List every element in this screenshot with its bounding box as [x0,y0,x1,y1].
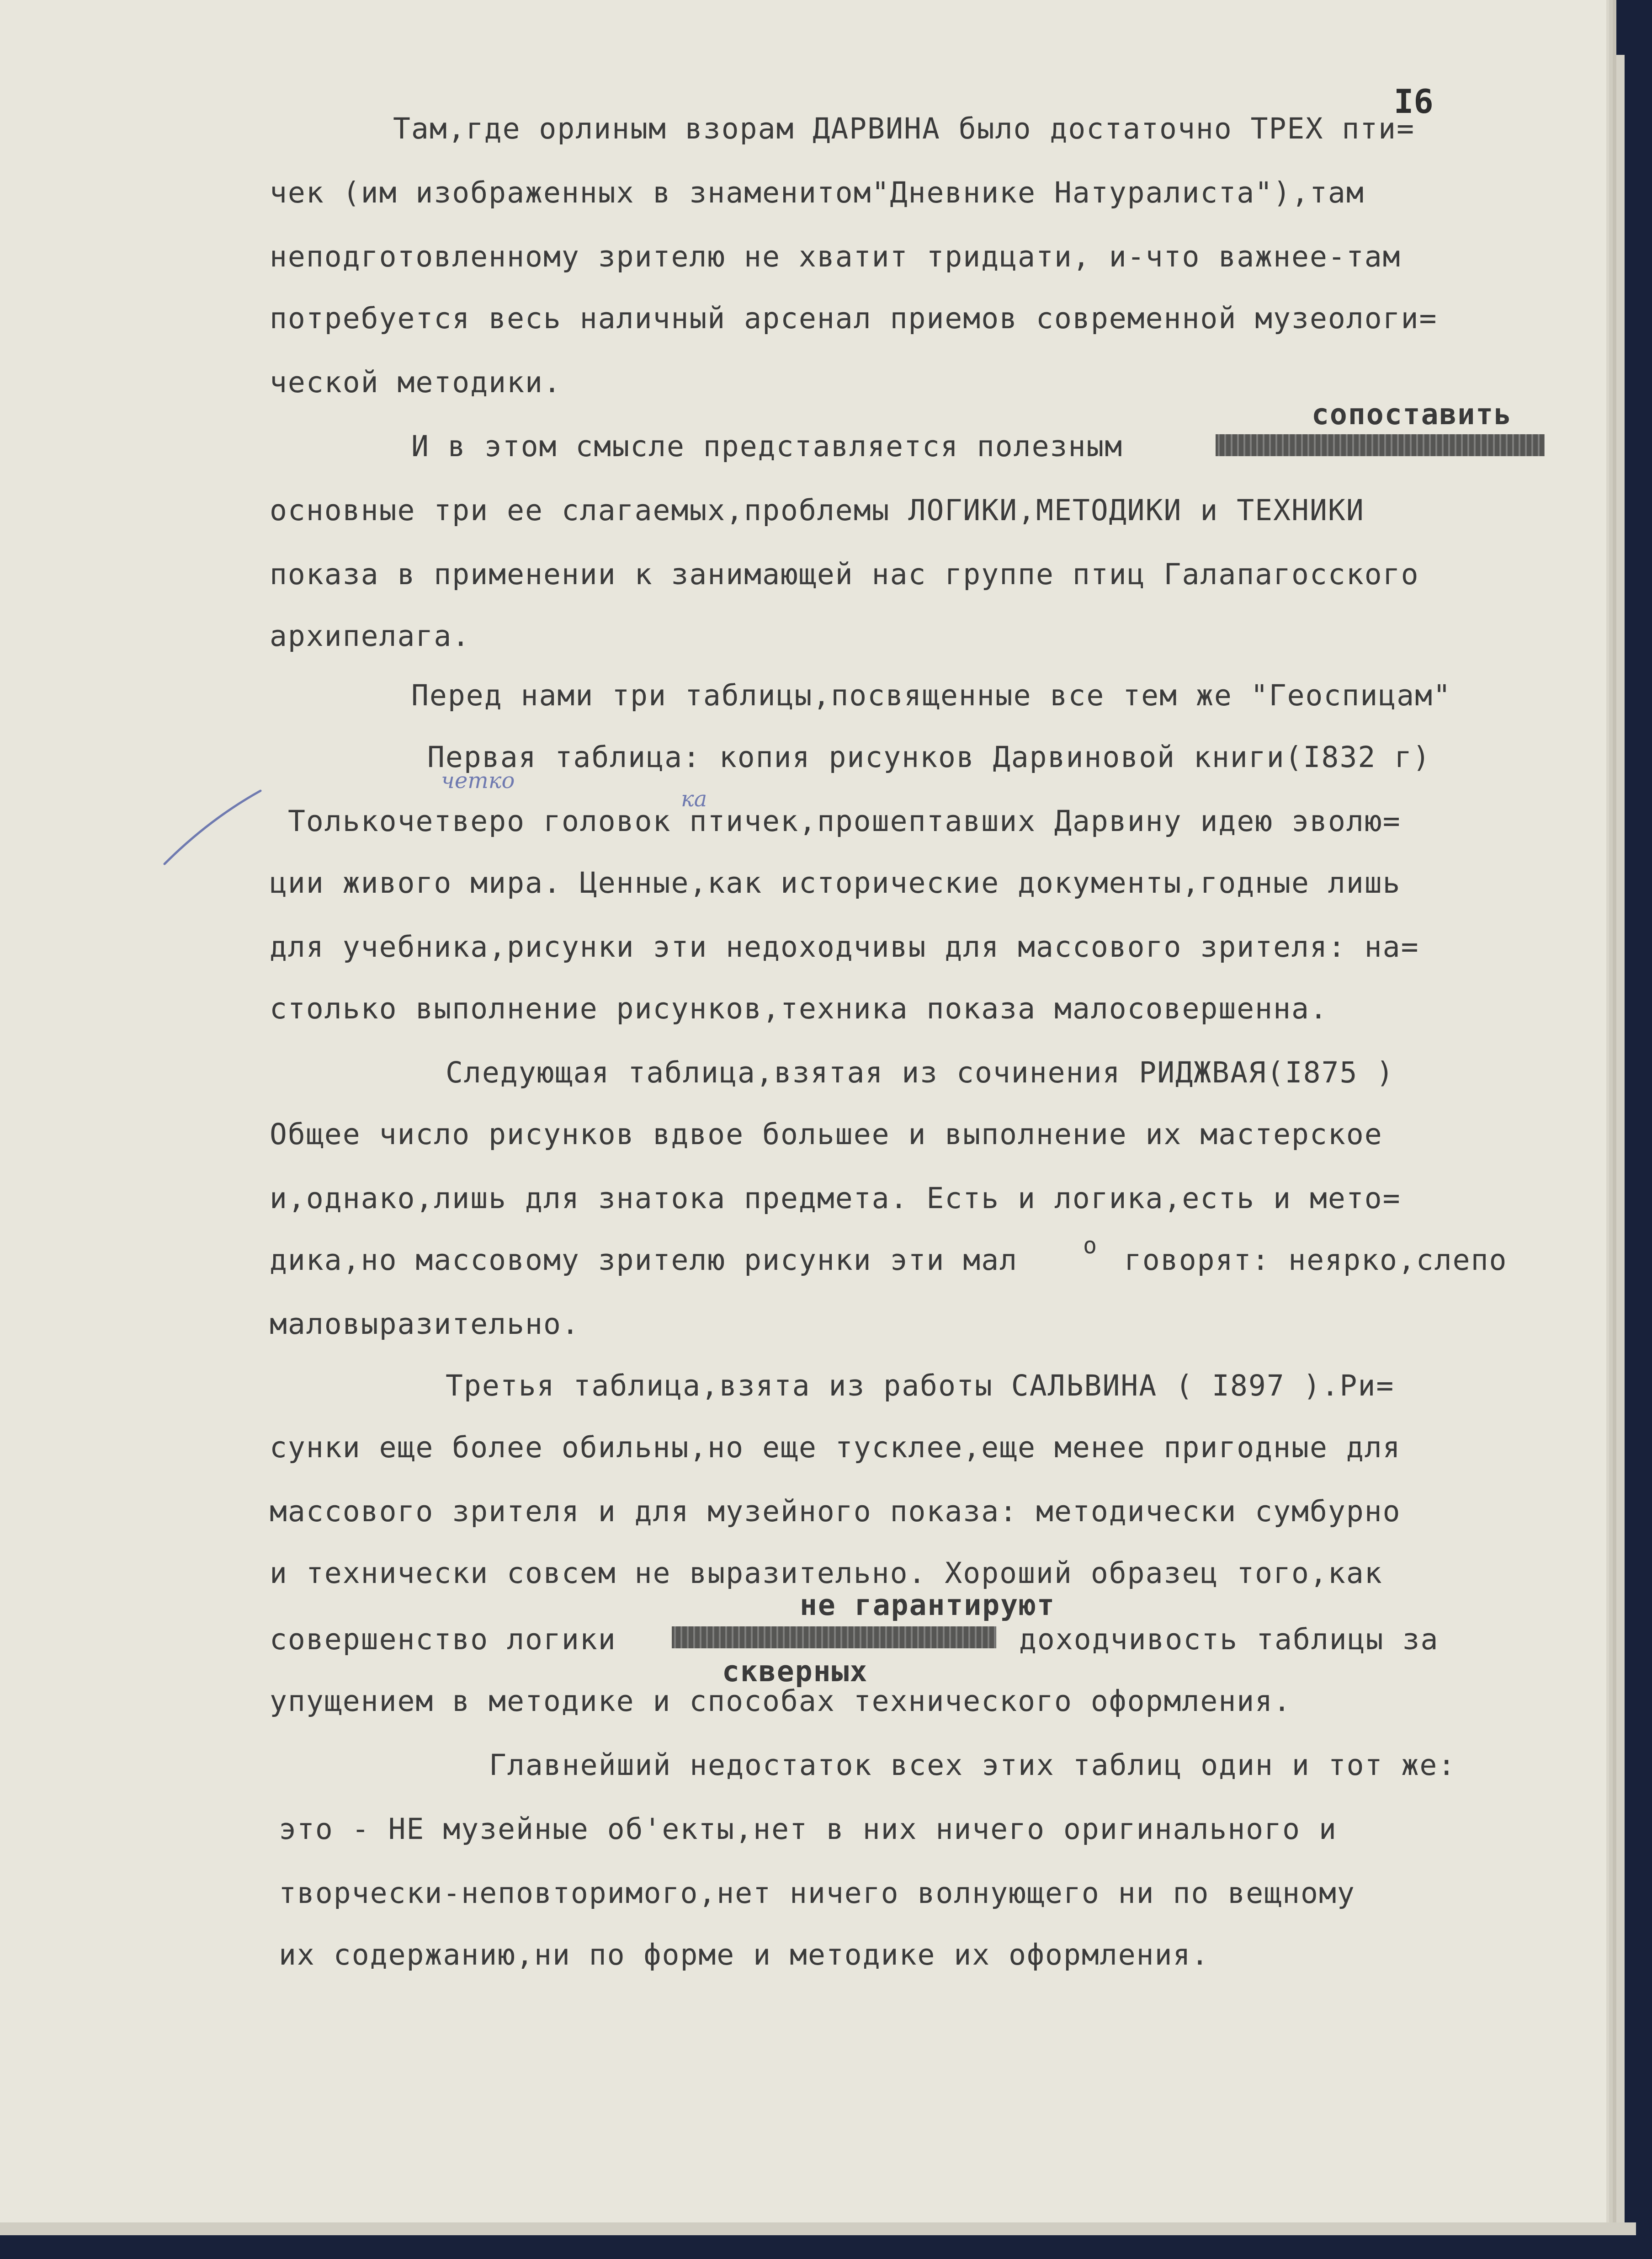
line-27: Главнейший недостаток всех этих таблиц один и тот же: [489,1748,1456,1782]
line-06: И в этом смысле представляется полезным [411,430,1123,463]
handwritten-insertion-1: четко [441,768,515,794]
line-20: маловыразительно. [270,1307,580,1341]
line-10: Перед нами три таблицы,посвященные все тем же "Геоспицам" [411,679,1451,712]
line-23: массового зрителя и для музейного показа: методически сумбурно [270,1495,1401,1528]
line-07: основные три ее слагаемых,проблемы ЛОГИКИ,МЕТОДИКИ и ТЕХНИКИ [270,494,1365,527]
line-26: упущением в методике и способах технического оформления. [270,1684,1292,1718]
line-12: Толькочетверо головок птичек,прошептавших Дарвину идею эволю= [288,805,1401,838]
line-17: Общее число рисунков вдвое большее и выполнение их мастерское [270,1118,1383,1151]
line-11: Первая таблица: копия рисунков Дарвиновой книги(I832 г) [427,741,1431,774]
line-13: ции живого мира. Ценные,как исторические документы,годные лишь [270,866,1401,900]
underlying-page-bottom-edge [0,2222,1636,2235]
line-01: Там,где орлиным взорам ДАРВИНА было достаточно ТРЕХ пти= [393,112,1415,145]
underlying-page-edge [1606,55,1625,2231]
line-25a: совершенство логики [270,1623,616,1656]
line-21: Третья таблица,взята из работы САЛЬВИНА ( I897 ).Ри= [446,1369,1395,1402]
line-24: и технически совсем не выразительно. Хороший образец того,как [270,1556,1383,1590]
insertion-ne-garantiruyut: не гарантируют [800,1588,1056,1622]
line-30: их содержанию,ни по форме и методике их оформления. [279,1938,1210,1971]
line-14: для учебника,рисунки эти недоходчивы для массового зрителя: на= [270,930,1419,964]
line-04: потребуется весь наличный арсенал приемов современной музеологи= [270,302,1438,335]
line-05: ческой методики. [270,366,562,399]
line-29: творчески-неповторимого,нет ничего волнующего ни по вещному [279,1876,1355,1910]
line-28: это - НЕ музейные об'екты,нет в них ничего оригинального и [279,1812,1337,1846]
line-22: сунки еще более обильны,но еще тусклее,еще менее пригодные для [270,1431,1401,1464]
line-03: неподготовленному зрителю не хватит тридцати, и-что важнее-там [270,240,1401,273]
line-19-superscript: о [1083,1232,1098,1259]
line-25b: доходчивость таблицы за [1019,1623,1439,1656]
line-18: и,однако,лишь для знатока предмета. Есть и логика,есть и мето= [270,1182,1401,1215]
line-02: чек (им изображенных в знаменитом"Дневнике Натуралиста"),там [270,176,1365,209]
line-19a: дика,но массовому зрителю рисунки эти мал [270,1243,1018,1277]
line-15: столько выполнение рисунков,техника показа малосовершенна. [270,992,1328,1025]
insertion-skvernykh: скверных [722,1655,868,1688]
line-09: архипелага. [270,619,471,653]
line-08: показа в применении к занимающей нас группе птиц Галапагосского [270,558,1419,591]
handwritten-insertion-2: ка [681,786,707,812]
struck-out-word [1216,434,1545,456]
line-16: Следующая таблица,взятая из сочинения РИДЖВАЯ(I875 ) [446,1056,1395,1089]
page-number: I6 [1394,82,1434,121]
line-19b: говорят: неярко,слепо [1106,1243,1508,1277]
margin-pen-stroke [160,786,265,868]
struck-out-phrase [672,1626,996,1648]
insertion-sopostavit: сопоставить [1312,398,1513,431]
